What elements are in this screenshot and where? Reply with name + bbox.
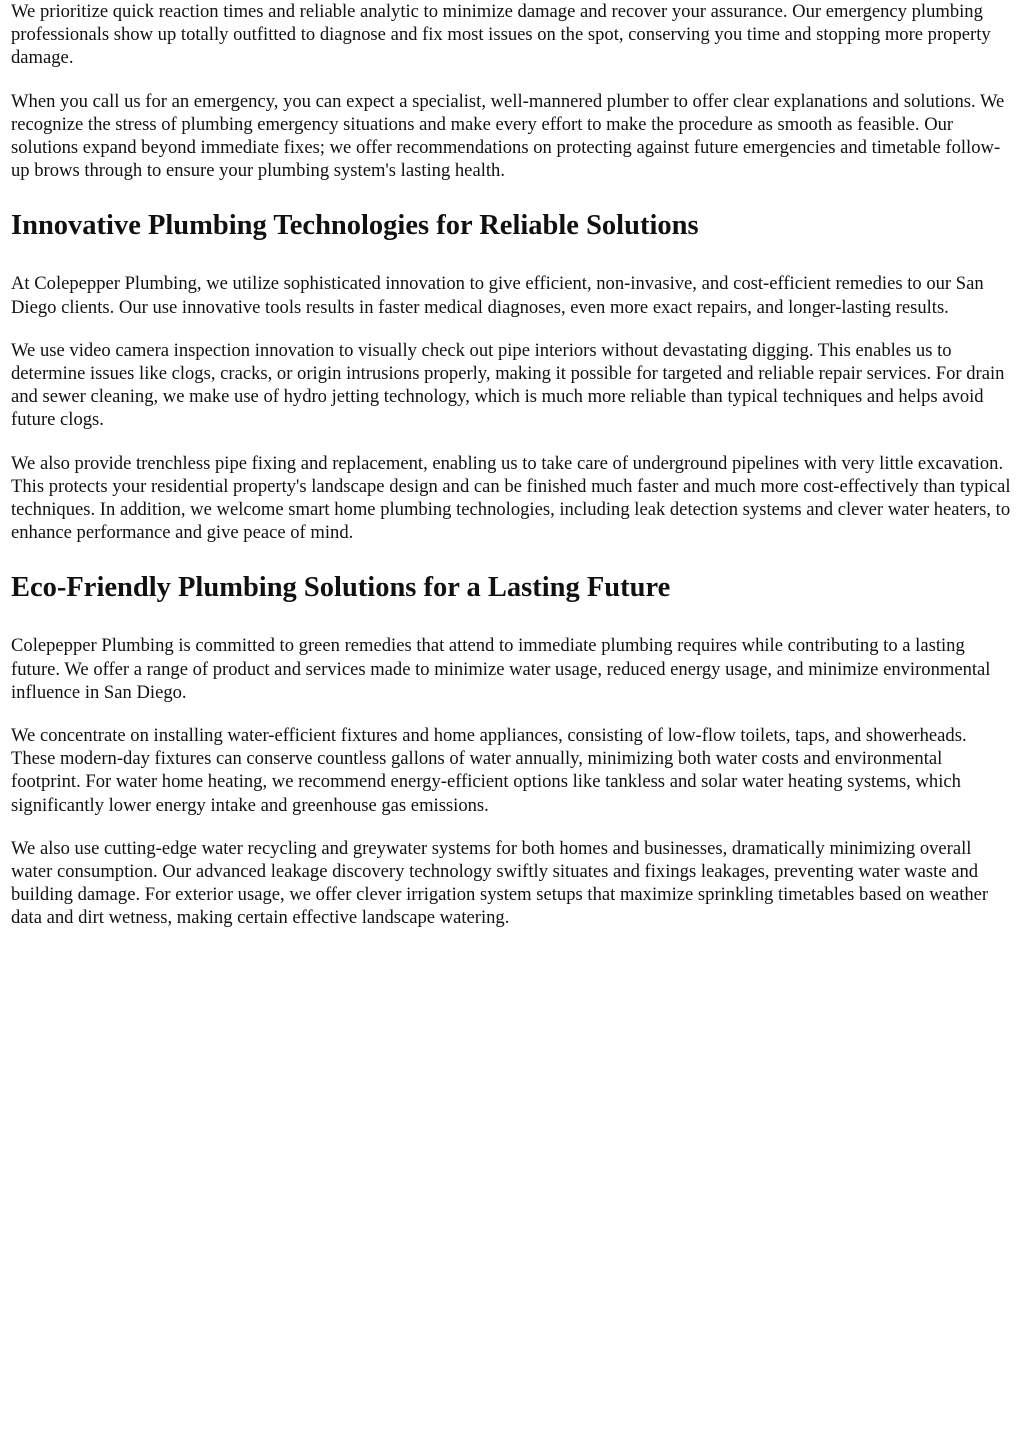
- eco-paragraph-2: We concentrate on installing water-efficient fixtures and home appliances, consisting of low-flow toilets, taps, and showerheads. These modern-day fixtures can conserve countless gallons of water annually, minimizing both water costs and environmental footprint. For water home heating, we recommend energy-efficient options like tankless and solar water heating systems, which significantly lower energy intake and greenhouse gas emissions.: [11, 725, 967, 816]
- technologies-paragraph-2: We use video camera inspection innovation to visually check out pipe interiors without devastating digging. This enables us to determine issues like clogs, cracks, or origin intrusions properly, making it possible for targeted and reliable repair services. For drain and sewer cleaning, we make use of hydro jetting technology, which is much more reliable than typical techniques and helps avoid future clogs.: [11, 339, 1005, 431]
- intro-paragraph-2: When you call us for an emergency, you can expect a specialist, well-mannered plumber to offer clear explanations and solutions. We recognize the stress of plumbing emergency situations and make every effort to make the procedure as smooth as feasible. Our solutions expand beyond immediate fixes; we offer recommendations on protecting against future emergencies and timetable follow-up brows through to ensure your plumbing system's lasting health.: [11, 90, 1005, 182]
- technologies-paragraph-1: At Colepepper Plumbing, we utilize sophisticated innovation to give efficient, non-invasive, and cost-efficient remedies to our San Diego clients. Our use innovative tools results in faster medical diagnoses, even more exact repairs, and longer-lasting results.: [11, 273, 984, 318]
- intro-paragraph-1: We prioritize quick reaction times and reliable analytic to minimize damage and recover your assurance. Our emergency plumbing professionals show up totally outfitted to diagnose and fix most issues on the spot, conserving you time and stopping more property damage.: [11, 1, 991, 69]
- section-heading-eco-friendly: Eco-Friendly Plumbing Solutions for a Lasting Future: [11, 572, 671, 604]
- technologies-paragraph-3: We also provide trenchless pipe fixing and replacement, enabling us to take care of underground pipelines with very little excavation. This protects your residential property's landscape design and can be finished much faster and much more cost-effectively than typical techniques. In addition, we welcome smart home plumbing technologies, including leak detection systems and clever water heaters, to enhance performance and give peace of mind.: [11, 452, 1011, 544]
- section-heading-technologies: Innovative Plumbing Technologies for Reliable Solutions: [11, 210, 699, 242]
- eco-paragraph-1: Colepepper Plumbing is committed to green remedies that attend to immediate plumbing requires while contributing to a lasting future. We offer a range of product and services made to minimize water usage, reduced energy usage, and minimize environmental influence in San Diego.: [11, 635, 991, 703]
- eco-paragraph-3: We also use cutting-edge water recycling and greywater systems for both homes and businesses, dramatically minimizing overall water consumption. Our advanced leakage discovery technology swiftly situates and fixings leakages, preventing water waste and building damage. For exterior usage, we offer clever irrigation system setups that maximize sprinkling timetables based on weather data and dirt wetness, making certain effective landscape watering.: [11, 837, 989, 929]
